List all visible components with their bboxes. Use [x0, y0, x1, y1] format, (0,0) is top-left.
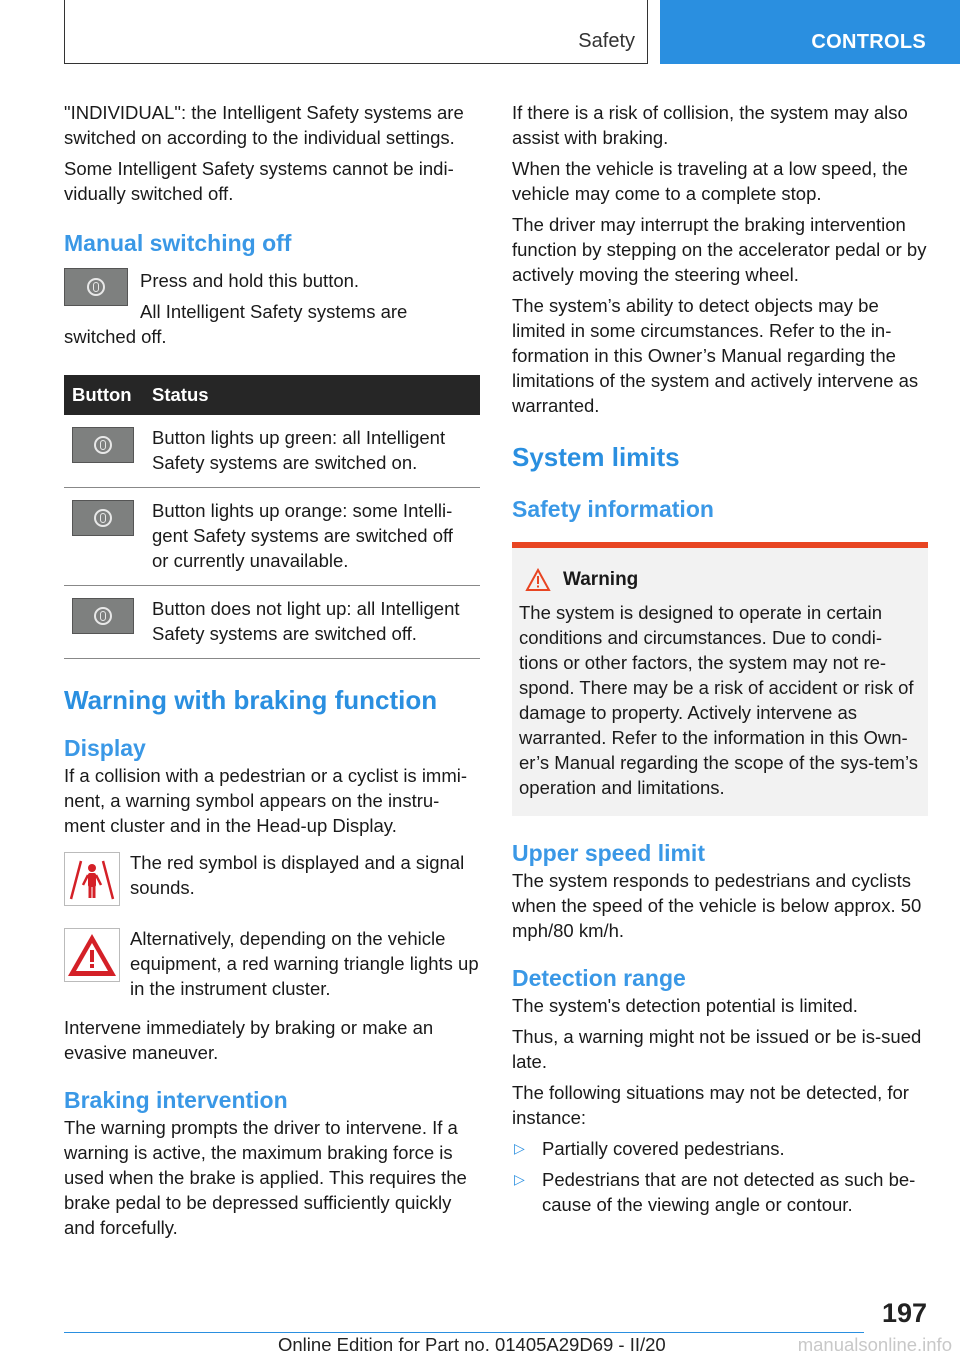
table-cell-status: Button lights up green: all Intelligent Safety systems are switched on. — [144, 415, 480, 488]
symbol-block-pedestrian — [64, 850, 480, 914]
warning-title — [519, 568, 920, 592]
paragraph: Thus, a warning might not be issued or be is-sued late. — [512, 1026, 922, 1072]
situations-list — [512, 1136, 928, 1217]
warning-triangle-icon — [64, 928, 120, 982]
table-cell-status: Button does not light up: all Intelligent Safety systems are switched off. — [144, 586, 480, 659]
paragraph: The red symbol is displayed and a signal sounds. — [130, 852, 465, 898]
page-number: 197 — [881, 1298, 927, 1328]
paragraph: When the vehicle is traveling at a low speed, the vehicle may come to a complete stop. — [512, 158, 908, 204]
paragraph: "INDIVIDUAL": the Intelligent Safety systems are switched on according to the individual settings. — [64, 102, 464, 148]
paragraph: Some Intelligent Safety systems cannot be indi-vidually switched off. — [64, 158, 454, 204]
paragraph: Intervene immediately by braking or make an evasive maneuver. — [64, 1017, 434, 1063]
paragraph: The following situations may not be detected, for instance: — [512, 1082, 909, 1128]
paragraph: If there is a risk of collision, the system may also assist with braking. — [512, 102, 908, 148]
table-header-button: Button — [64, 375, 144, 415]
warning-text: The system is designed to operate in certain conditions and circumstances. Due to condi-tions or other factors, the system may not re-spond. There may be a risk of accident or risk of damage to property. Actively intervene as warranted. Refer to the information in this Own-er’s Manual regarding the scope of the sys-tem’s operation and limitations. — [519, 602, 918, 798]
paragraph: The system's detection potential is limited. — [512, 995, 858, 1016]
heading-display: Display — [64, 735, 146, 761]
heading-warning-with-braking: Warning with braking function — [64, 685, 438, 715]
header-chapter-tab: CONTROLS — [660, 0, 960, 64]
list-item: ▷ Pedestrians that are not detected as such be-cause of the viewing angle or contour. — [514, 1169, 916, 1215]
table-cell-status: Button lights up orange: some Intelli-gent Safety systems are switched off or currently unavailable. — [144, 488, 480, 586]
header-frame — [64, 0, 648, 64]
right-column — [512, 100, 928, 1223]
header-section-title: Safety — [578, 30, 635, 52]
paragraph: The driver may interrupt the braking intervention function by stepping on the accelerator pedal or by actively moving the steering wheel. — [512, 214, 927, 285]
warning-title-text: Warning — [563, 569, 639, 590]
paragraph: Press and hold this button. — [140, 270, 360, 291]
list-item: ▷ Partially covered pedestrians. — [514, 1138, 785, 1159]
paragraph: If a collision with a pedestrian or a cyclist is immi-nent, a warning symbol appears on the instru-ment cluster and in the Head-up Display. — [64, 765, 468, 836]
paragraph: The warning prompts the driver to intervene. If a warning is active, the maximum braking force is used when the brake is applied. This requires the brake pedal to be depressed sufficiently quickly and forcefully. — [64, 1117, 467, 1238]
heading-manual-switching-off: Manual switching off — [64, 230, 292, 256]
pedestrian-warning-icon — [64, 852, 120, 906]
table-row — [64, 415, 480, 488]
safety-button-orange-icon — [72, 500, 134, 536]
watermark: manualsonline.info — [797, 1334, 952, 1355]
paragraph: The system’s ability to detect objects may be limited in some circumstances. Refer to the in-formation in this Owner’s Manual regarding the limitations of the system and actively intervene as warranted. — [512, 295, 919, 416]
safety-button-icon — [64, 268, 128, 306]
paragraph: All Intelligent Safety systems are switched off. — [64, 301, 408, 347]
heading-upper-speed-limit: Upper speed limit — [512, 840, 705, 866]
manual-switching-block — [64, 268, 480, 355]
warning-box — [512, 542, 928, 816]
paragraph: Alternatively, depending on the vehicle equipment, a red warning triangle lights up in the instrument cluster. — [130, 928, 479, 999]
symbol-block-triangle — [64, 926, 480, 1007]
button-status-table — [64, 375, 480, 659]
table-row — [64, 488, 480, 586]
safety-button-green-icon — [72, 427, 134, 463]
heading-safety-information: Safety information — [512, 496, 714, 522]
footer-divider — [64, 1332, 864, 1333]
bullet-triangle-icon: ▷ — [514, 1171, 525, 1187]
footer-edition: Online Edition for Part no. 01405A29D69 - II/20 — [278, 1334, 666, 1355]
safety-button-off-icon — [72, 598, 134, 634]
warning-triangle-icon — [525, 568, 551, 592]
bullet-triangle-icon: ▷ — [514, 1140, 525, 1156]
table-header-status: Status — [144, 375, 480, 415]
heading-braking-intervention: Braking intervention — [64, 1087, 288, 1113]
left-column — [64, 100, 480, 1246]
paragraph: The system responds to pedestrians and cyclists when the speed of the vehicle is below approx. 50 mph/80 km/h. — [512, 870, 922, 941]
heading-detection-range: Detection range — [512, 965, 686, 991]
table-row — [64, 586, 480, 659]
heading-system-limits: System limits — [512, 442, 680, 472]
